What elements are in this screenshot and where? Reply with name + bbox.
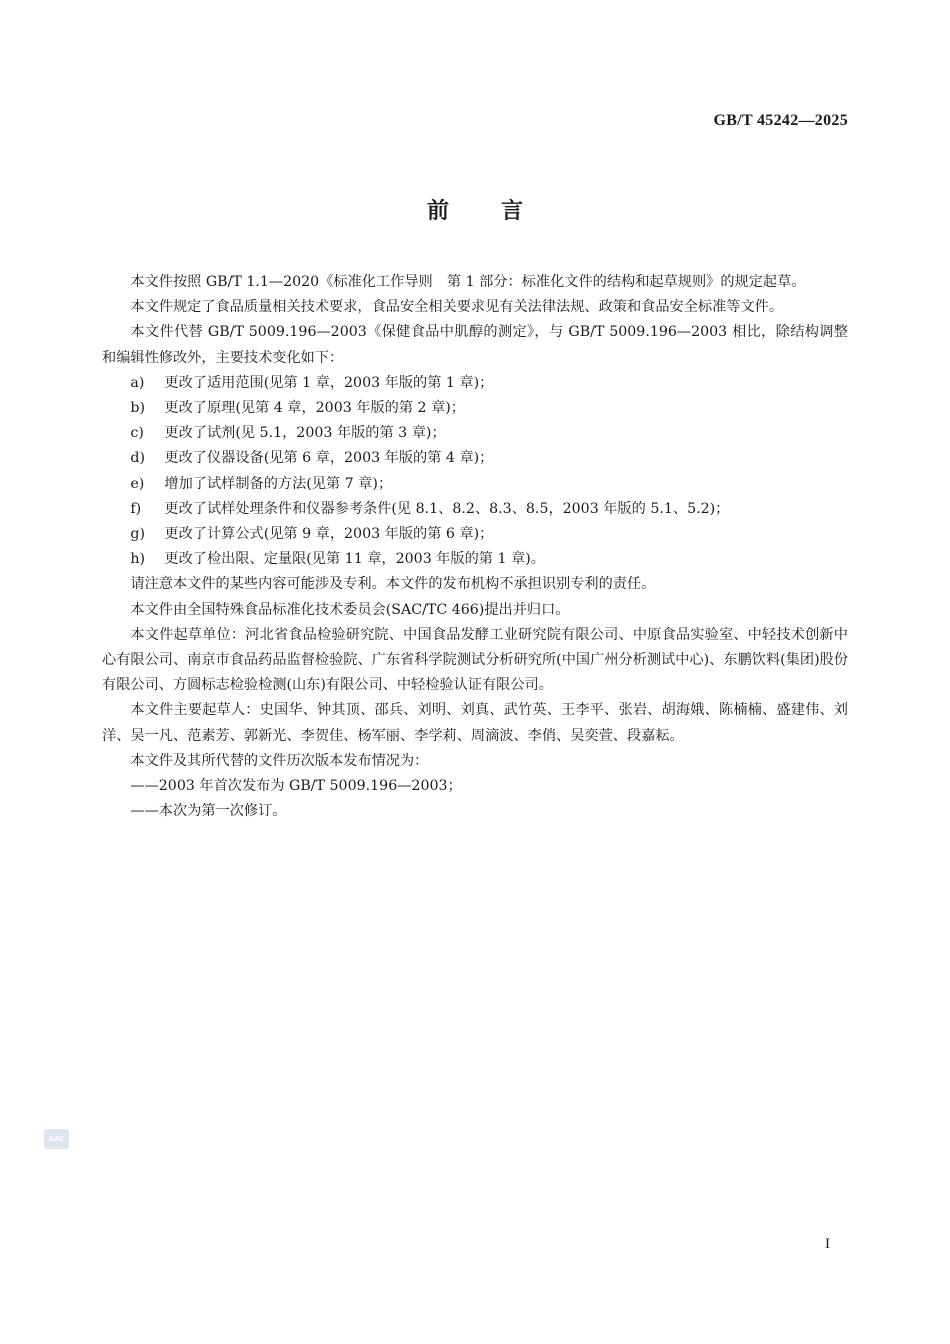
list-item [102,396,848,421]
page-title: 前言 [426,199,575,224]
sac-watermark-logo: SAC [44,1129,69,1149]
list-item-label: g) [130,526,146,543]
paragraph-patent-notice: 请注意本文件的某些内容可能涉及专利。本文件的发布机构不承担识别专利的责任。 [130,576,656,593]
paragraph-proposer: 本文件由全国特殊食品标准化技术委员会(SAC/TC 466)提出并归口。 [130,601,570,618]
list-item-label: e) [130,475,145,492]
list-item-label: a) [130,374,145,391]
list-item-label: f) [130,500,142,517]
list-item [102,547,848,572]
list-item [102,497,848,522]
list-item-text: 增加了试样制备的方法(见第 7 章)； [164,475,393,492]
list-item-label: h) [130,551,146,568]
paragraph-replacement: 本文件代替 GB/T 5009.196—2003《保健食品中肌醇的测定》，与 GB/T 5009.196—2003 相比，除结构调整和编辑性修改外，主要技术变化如下： [102,324,848,366]
list-item-label: d) [130,450,146,467]
page-number: I [825,1236,830,1252]
list-item-text: 更改了试剂(见 5.1，2003 年版的第 3 章)； [164,425,446,442]
history-item: ——本次为第一次修订。 [130,803,287,820]
paragraph-scope: 本文件规定了食品质量相关技术要求，食品安全相关要求见有关法律法规、政策和食品安全标准等文件。 [130,299,784,316]
list-item [102,421,848,446]
foreword-body [102,270,848,824]
paragraph-history-intro: 本文件及其所代替的文件历次版本发布情况为： [130,752,429,769]
list-item-label: c) [130,425,144,442]
list-item-text: 更改了计算公式(见第 9 章，2003 年版的第 6 章)； [164,526,494,543]
list-item-label: b) [130,400,146,417]
list-item-text: 更改了原理(见第 4 章，2003 年版的第 2 章)； [164,400,465,417]
list-item-text: 更改了试样处理条件和仪器参考条件(见 8.1、8.2、8.3、8.5，2003 年版的 5.1、5.2)； [164,500,730,517]
history-item: ——2003 年首次发布为 GB/T 5009.196—2003； [130,778,462,795]
list-item [102,446,848,471]
list-item [102,472,848,497]
paragraph-drafting-units: 本文件起草单位：河北省食品检验研究院、中国食品发酵工业研究院有限公司、中原食品实验室、中轻技术创新中心有限公司、南京市食品药品监督检验院、广东省科学院测试分析研究所(中国广州分析测试中心)、东鹏饮料(集团)股份有限公司、方圆标志检验检测(山东)有限公司、中轻检验认证有限公司。 [102,626,848,694]
standard-code: GB/T 45242—2025 [713,112,848,129]
list-item [102,371,848,396]
paragraph-drafters: 本文件主要起草人：史国华、钟其顶、邵兵、刘明、刘真、武竹英、王李平、张岩、胡海娥、陈楠楠、盛建伟、刘洋、吴一凡、范素芳、郭新光、李贺佳、杨军丽、李学莉、周滴波、李俏、吴奕萱、段嘉耘。 [102,702,848,744]
list-item-text: 更改了检出限、定量限(见第 11 章，2003 年版的第 1 章)。 [164,551,545,568]
paragraph-drafting-rules: 本文件按照 GB/T 1.1—2020《标准化工作导则 第 1 部分：标准化文件的结构和起草规则》的规定起草。 [130,274,806,290]
list-item [102,522,848,547]
list-item-text: 更改了仪器设备(见第 6 章，2003 年版的第 4 章)； [164,450,494,467]
list-item-text: 更改了适用范围(见第 1 章，2003 年版的第 1 章)； [164,374,494,391]
